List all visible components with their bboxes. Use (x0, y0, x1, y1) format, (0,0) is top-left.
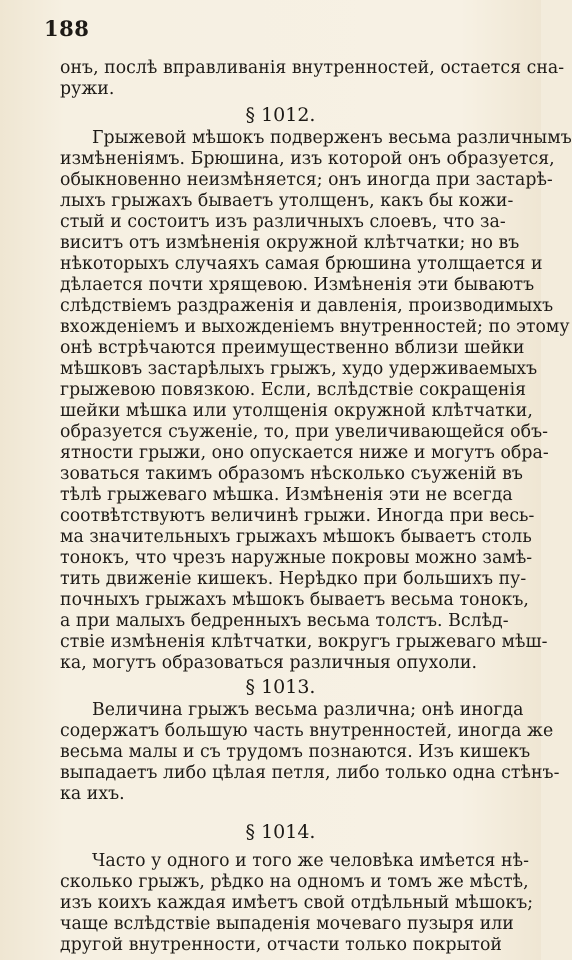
page-body (60, 58, 572, 956)
text-line: а при малыхъ бедренныхъ весьма толстъ. Вслѣд- (60, 611, 509, 631)
text-line: образуется съуженіе, то, при увеличивающейся объ- (60, 422, 549, 442)
text-line: шейки мѣшка или утолщенія окружной клѣтчатки, (60, 401, 533, 421)
section-1012-paragraph (60, 128, 572, 674)
text-line: выпадаетъ либо цѣлая петля, либо только одна стѣнъ- (60, 763, 560, 783)
text-line: тить движеніе кишекъ. Нерѣдко при большихъ пу- (60, 569, 527, 589)
text-line: измѣненіямъ. Брюшина, изъ которой онъ образуется, (60, 149, 555, 169)
text-line: изъ коихъ каждая имѣетъ свой отдѣльный мѣшокъ; (60, 893, 534, 913)
text-line: мѣшковъ застарѣлыхъ грыжъ, худо удерживаемыхъ (60, 359, 538, 379)
intro-paragraph (60, 58, 565, 100)
text-line: ятности грыжи, оно опускается ниже и могутъ обра- (60, 443, 549, 463)
text-line: весьма малы и съ трудомъ познаются. Изъ кишекъ (60, 742, 531, 762)
text-line: Величина грыжъ весьма различна; онѣ иногда (92, 700, 524, 720)
section-1013-paragraph (60, 700, 560, 805)
text-line: ружи. (60, 79, 115, 99)
text-line: ма значительныхъ грыжахъ мѣшокъ бываетъ столь (60, 527, 532, 547)
text-line: онѣ встрѣчаются преимущественно вблизи шейки (60, 338, 525, 358)
text-line: онъ, послѣ вправливанія внутренностей, остается сна- (60, 58, 565, 78)
section-1014-paragraph (60, 851, 534, 956)
text-line: сколько грыжъ, рѣдко на одномъ и томъ же мѣстѣ, (60, 872, 529, 892)
text-line: чаще вслѣдствіе выпаденія мочеваго пузыря или (60, 914, 514, 934)
text-line: нѣкоторыхъ случаяхъ самая брюшина утолщается и (60, 254, 543, 274)
text-line: другой внутренности, отчасти только покрытой (60, 935, 503, 955)
text-line: соотвѣтствуютъ величинѣ грыжи. Иногда при весь- (60, 506, 535, 526)
section-heading-1012: § 1012. (245, 104, 316, 126)
text-line: почныхъ грыжахъ мѣшокъ бываетъ весьма тонокъ, (60, 590, 529, 610)
text-line: дѣлается почти хрящевою. Измѣненія эти бываютъ (60, 275, 535, 295)
text-line: грыжевою повязкою. Если, вслѣдствіе сокращенія (60, 380, 527, 400)
text-line: ствіе измѣненія клѣтчатки, вокругъ грыжеваго мѣш- (60, 632, 548, 652)
text-line: зоваться такимъ образомъ нѣсколько съуженій въ (60, 464, 523, 484)
text-line: тонокъ, что чрезъ наружные покровы можно замѣ- (60, 548, 533, 568)
text-line: вхожденіемъ и выхожденіемъ внутренностей; по этому (60, 317, 570, 337)
text-line: ка, могутъ образоваться различныя опухоли. (60, 653, 477, 673)
text-line: Часто у одного и того же человѣка имѣется нѣ- (92, 851, 529, 871)
text-line: слѣдствіемъ раздраженія и давленія, производимыхъ (60, 296, 554, 316)
page-number: 188 (44, 16, 90, 41)
text-line: тѣлѣ грыжеваго мѣшка. Измѣненія эти не всегда (60, 485, 513, 505)
section-heading-1013: § 1013. (245, 676, 316, 698)
text-line: обыкновенно неизмѣняется; онъ иногда при застарѣ- (60, 170, 553, 190)
text-line: лыхъ грыжахъ бываетъ утолщенъ, какъ бы кожи- (60, 191, 514, 211)
text-line: виситъ отъ измѣненія окружной клѣтчатки; но въ (60, 233, 520, 253)
text-line: Грыжевой мѣшокъ подверженъ весьма различнымъ (92, 128, 572, 148)
text-line: стый и состоитъ изъ различныхъ слоевъ, что за- (60, 212, 506, 232)
text-line: ка ихъ. (60, 784, 125, 804)
text-line: содержатъ большую часть внутренностей, иногда же (60, 721, 554, 741)
section-heading-1014: § 1014. (245, 821, 316, 843)
